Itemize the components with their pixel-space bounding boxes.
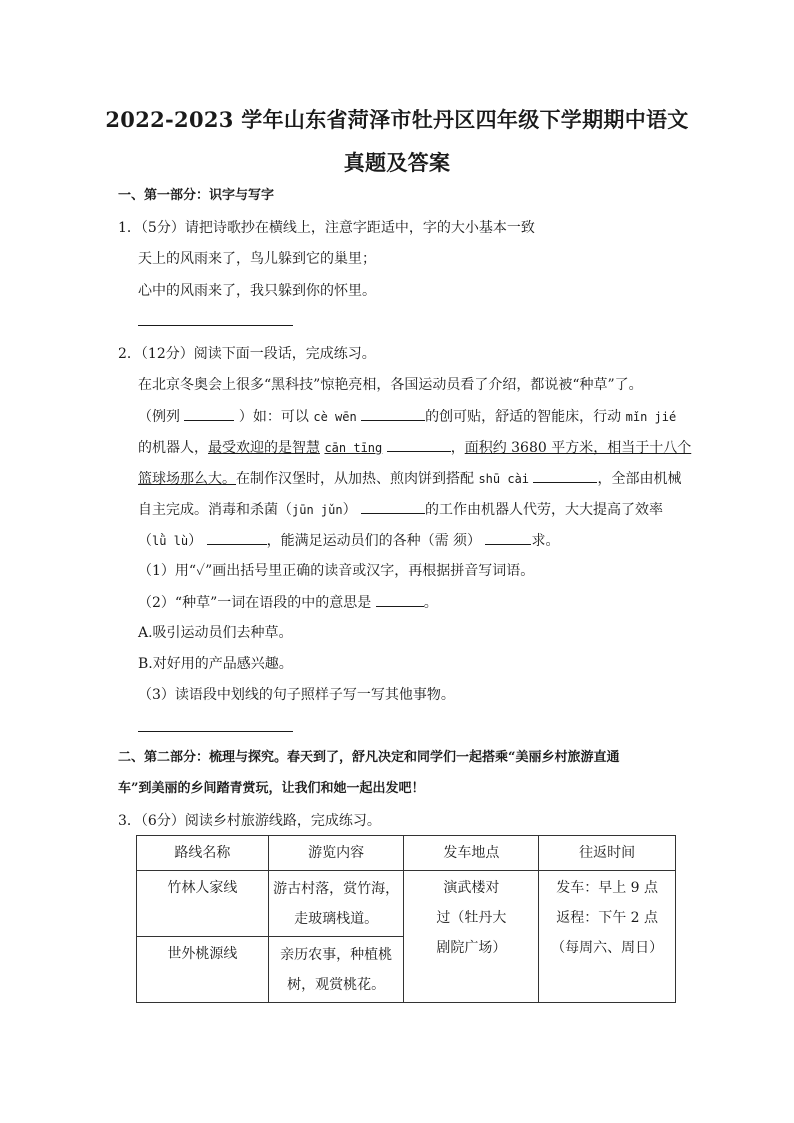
q2-sub2-blank[interactable] bbox=[376, 592, 424, 607]
q2-paragraph-line1: 在北京冬奥会上很多“黑科技”惊艳亮相，各国运动员看了介绍，都说被“种草”了。 bbox=[138, 377, 643, 393]
table-header: 游览内容 bbox=[268, 836, 404, 871]
q2-paragraph-line5 bbox=[138, 499, 663, 520]
q2-sub1: （1）用“✓”画出括号里正确的读音或汉字，再根据拼音写词语。 bbox=[138, 563, 535, 579]
q2-blank[interactable] bbox=[387, 437, 451, 452]
q2-blank-example[interactable] bbox=[184, 406, 234, 421]
q2-text: 的工作由机器人代劳，大大提高了效率 bbox=[425, 502, 664, 518]
q2-pinyin-choice[interactable]: jūn jǔn bbox=[292, 503, 343, 517]
q2-sub2-end: 。 bbox=[423, 595, 438, 611]
route-content-line: 走玻璃栈道。 bbox=[294, 910, 379, 927]
table-header: 往返时间 bbox=[539, 836, 676, 871]
round-trip-time bbox=[539, 871, 676, 1003]
q2-text: 的机器人， bbox=[138, 440, 208, 456]
q2-paragraph-line4 bbox=[138, 468, 681, 489]
q1-poem-line2: 心中的风雨来了，我只躲到你的怀里。 bbox=[138, 283, 376, 299]
location-line: 演武楼对 bbox=[443, 880, 500, 896]
table-header-row bbox=[137, 836, 676, 871]
q2-text: （ bbox=[138, 533, 152, 549]
q2-text: ） bbox=[188, 533, 203, 549]
q2-text: 自主完成。消毒和杀菌（ bbox=[138, 502, 292, 518]
q2-text: 在制作汉堡时，从加热、煎肉饼到搭配 bbox=[236, 471, 474, 487]
route-name: 竹林人家线 bbox=[137, 871, 269, 937]
q2-paragraph-line3 bbox=[138, 437, 691, 458]
route-name: 世外桃源线 bbox=[137, 937, 269, 1003]
q2-underlined-sentence: 篮球场那么大。 bbox=[138, 471, 236, 487]
document-title: 2022-2023 学年山东省菏泽市牡丹区四年级下学期期中语文 bbox=[105, 107, 689, 132]
table-header: 路线名称 bbox=[137, 836, 269, 871]
q2-option-a[interactable]: A.吸引运动员们去种草。 bbox=[138, 625, 293, 641]
q1-answer-line[interactable] bbox=[138, 325, 293, 326]
document-title-line2: 真题及答案 bbox=[343, 150, 451, 175]
q2-underlined-sentence: 最受欢迎的是智慧 bbox=[208, 440, 320, 456]
q2-pinyin: cān tīng bbox=[324, 441, 383, 455]
q1-prompt: 1．（5分）请把诗歌抄在横线上，注意字距适中，字的大小基本一致 bbox=[118, 220, 535, 236]
route-content bbox=[268, 871, 404, 937]
departure-location bbox=[404, 871, 539, 1003]
q2-text: 的创可贴，舒适的智能床，行动 bbox=[425, 409, 622, 425]
part2-heading: 二、第二部分：梳理与探究。春天到了，舒凡决定和同学们一起搭乘“美丽乡村旅游直通 bbox=[118, 750, 620, 765]
time-line: 返程：下午 2 点 bbox=[556, 910, 659, 926]
q2-answer-line[interactable] bbox=[138, 731, 293, 732]
q2-pinyin: mǐn jié bbox=[625, 410, 677, 424]
q2-pinyin: cè wēn bbox=[313, 410, 357, 424]
q2-blank[interactable] bbox=[361, 499, 425, 514]
route-content-line: 亲历农事，种植桃 bbox=[280, 946, 393, 963]
q2-option-b[interactable]: B.对好用的产品感兴趣。 bbox=[138, 656, 293, 672]
q2-paragraph-line6 bbox=[138, 530, 559, 551]
q2-text: ， bbox=[450, 440, 465, 456]
route-content-line: 树，观赏桃花。 bbox=[287, 976, 386, 993]
q2-text-with-choice[interactable]: ，能满足运动员们的各种（需 须） bbox=[266, 533, 482, 549]
route-content-line: 游古村落，赏竹海， bbox=[273, 880, 400, 897]
q2-sub2-text: （2）“种草”一词在语段的中的意思是 bbox=[138, 595, 372, 611]
time-line: 发车：早上 9 点 bbox=[556, 880, 659, 896]
q3-prompt: 3．（6分）阅读乡村旅游线路，完成练习。 bbox=[118, 813, 381, 829]
q2-text: ，全部由机械 bbox=[597, 471, 682, 487]
q2-blank[interactable] bbox=[361, 406, 425, 421]
q2-paragraph-line2 bbox=[138, 406, 676, 427]
q2-underlined-sentence: 面积约 3680 平方米，相当于十八个 bbox=[464, 440, 692, 456]
q2-text: ） bbox=[342, 502, 357, 518]
q2-text: ）如：可以 bbox=[238, 409, 309, 425]
table-header: 发车地点 bbox=[404, 836, 539, 871]
q1-poem-line1: 天上的风雨来了，鸟儿躲到它的巢里； bbox=[138, 251, 376, 267]
time-line: （每周六、周日） bbox=[551, 940, 664, 956]
route-table bbox=[136, 835, 676, 1003]
q2-prompt: 2．（12分）阅读下面一段话，完成练习。 bbox=[118, 346, 376, 362]
location-line: 剧院广场） bbox=[436, 940, 507, 956]
q2-pinyin: shū cài bbox=[478, 472, 530, 486]
q2-blank[interactable] bbox=[485, 530, 531, 545]
part2-heading-line2: 车”到美丽的乡间踏青赏玩，让我们和她一起出发吧！ bbox=[118, 781, 425, 796]
route-content bbox=[268, 937, 404, 1003]
q2-text: 求。 bbox=[531, 533, 560, 549]
q2-blank[interactable] bbox=[207, 530, 267, 545]
q2-pinyin-choice[interactable]: lǜ lù bbox=[152, 534, 189, 548]
q2-text: （例列 bbox=[138, 409, 180, 425]
table-row bbox=[137, 871, 676, 937]
part1-heading: 一、第一部分：识字与写字 bbox=[118, 188, 275, 203]
q2-blank[interactable] bbox=[533, 468, 597, 483]
q2-sub2 bbox=[138, 592, 438, 613]
q2-sub3: （3）读语段中划线的句子照样子写一写其他事物。 bbox=[138, 687, 455, 703]
location-line: 过（牡丹大 bbox=[436, 910, 507, 926]
